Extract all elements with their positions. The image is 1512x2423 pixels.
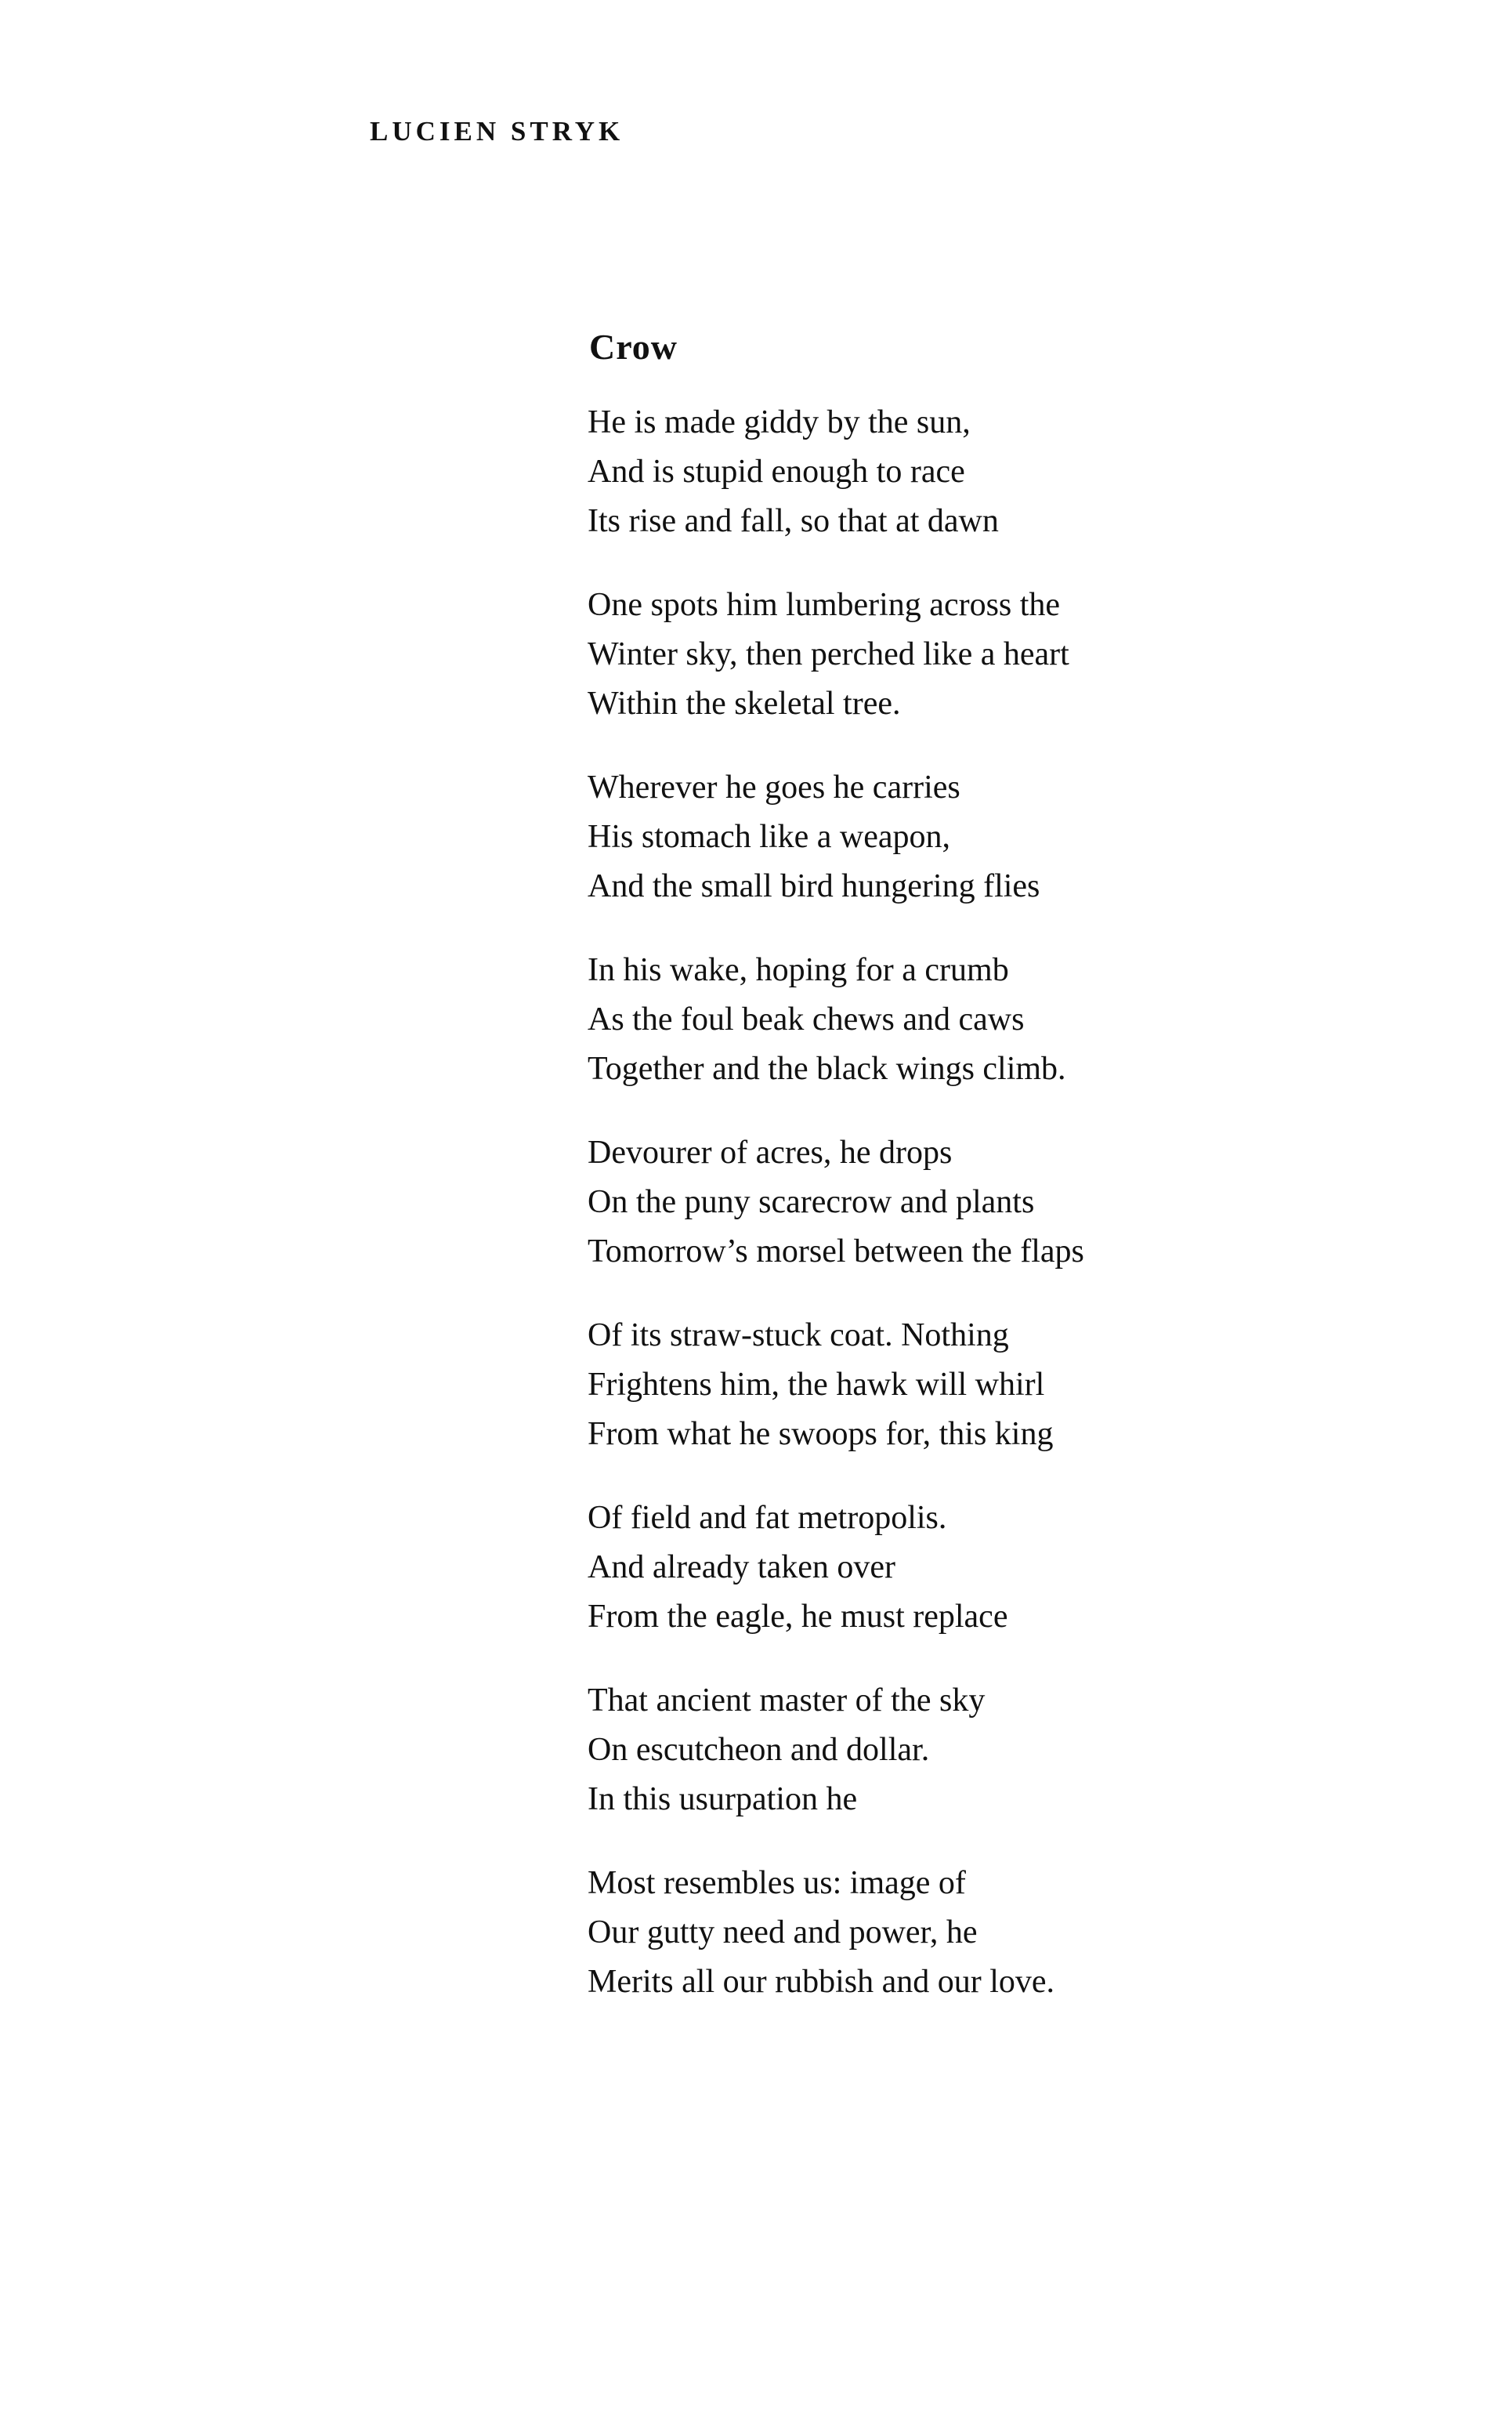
poem-line: From what he swoops for, this king — [588, 1416, 1054, 1452]
poem-line: In his wake, hoping for a crumb — [588, 952, 1009, 988]
poem-line: Winter sky, then perched like a heart — [588, 636, 1069, 672]
poem-line: Our gutty need and power, he — [588, 1914, 978, 1950]
stanza — [588, 1676, 1293, 1824]
poem-line: He is made giddy by the sun, — [588, 404, 971, 440]
stanza — [588, 398, 1293, 546]
poem-line: On the puny scarecrow and plants — [588, 1184, 1035, 1220]
poem — [588, 329, 1293, 2007]
poem-line: One spots him lumbering across the — [588, 587, 1061, 623]
poem-line: And the small bird hungering flies — [588, 868, 1040, 904]
stanza — [588, 1128, 1293, 1277]
stanza — [588, 946, 1293, 1094]
author-header: LUCIEN STRYK — [370, 116, 624, 147]
stanza — [588, 1311, 1293, 1459]
poem-line: From the eagle, he must replace — [588, 1599, 1008, 1635]
poem-line: Wherever he goes he carries — [588, 770, 960, 806]
stanza — [588, 763, 1293, 911]
poem-line: Tomorrow’s morsel between the flaps — [588, 1233, 1084, 1269]
poem-title: Crow — [589, 327, 678, 367]
poem-line: Most resembles us: image of — [588, 1865, 966, 1901]
poem-line: In this usurpation he — [588, 1781, 858, 1817]
poem-line: Devourer of acres, he drops — [588, 1135, 953, 1171]
stanza — [588, 581, 1293, 729]
poem-line: Of its straw-stuck coat. Nothing — [588, 1317, 1009, 1353]
poem-line: Together and the black wings climb. — [588, 1051, 1066, 1087]
poem-line: That ancient master of the sky — [588, 1682, 986, 1719]
poem-line: And already taken over — [588, 1549, 895, 1585]
poem-line: And is stupid enough to race — [588, 454, 965, 490]
poem-line: Merits all our rubbish and our love. — [588, 1964, 1055, 2000]
poem-line: Its rise and fall, so that at dawn — [588, 503, 999, 539]
poem-line: Of field and fat metropolis. — [588, 1500, 947, 1536]
poem-line: Frightens him, the hawk will whirl — [588, 1367, 1045, 1403]
stanza — [588, 1859, 1293, 2007]
poem-line: On escutcheon and dollar. — [588, 1732, 930, 1768]
stanza — [588, 1494, 1293, 1642]
poem-line: Within the skeletal tree. — [588, 686, 901, 722]
poem-line: His stomach like a weapon, — [588, 819, 951, 855]
poem-line: As the foul beak chews and caws — [588, 1001, 1025, 1038]
